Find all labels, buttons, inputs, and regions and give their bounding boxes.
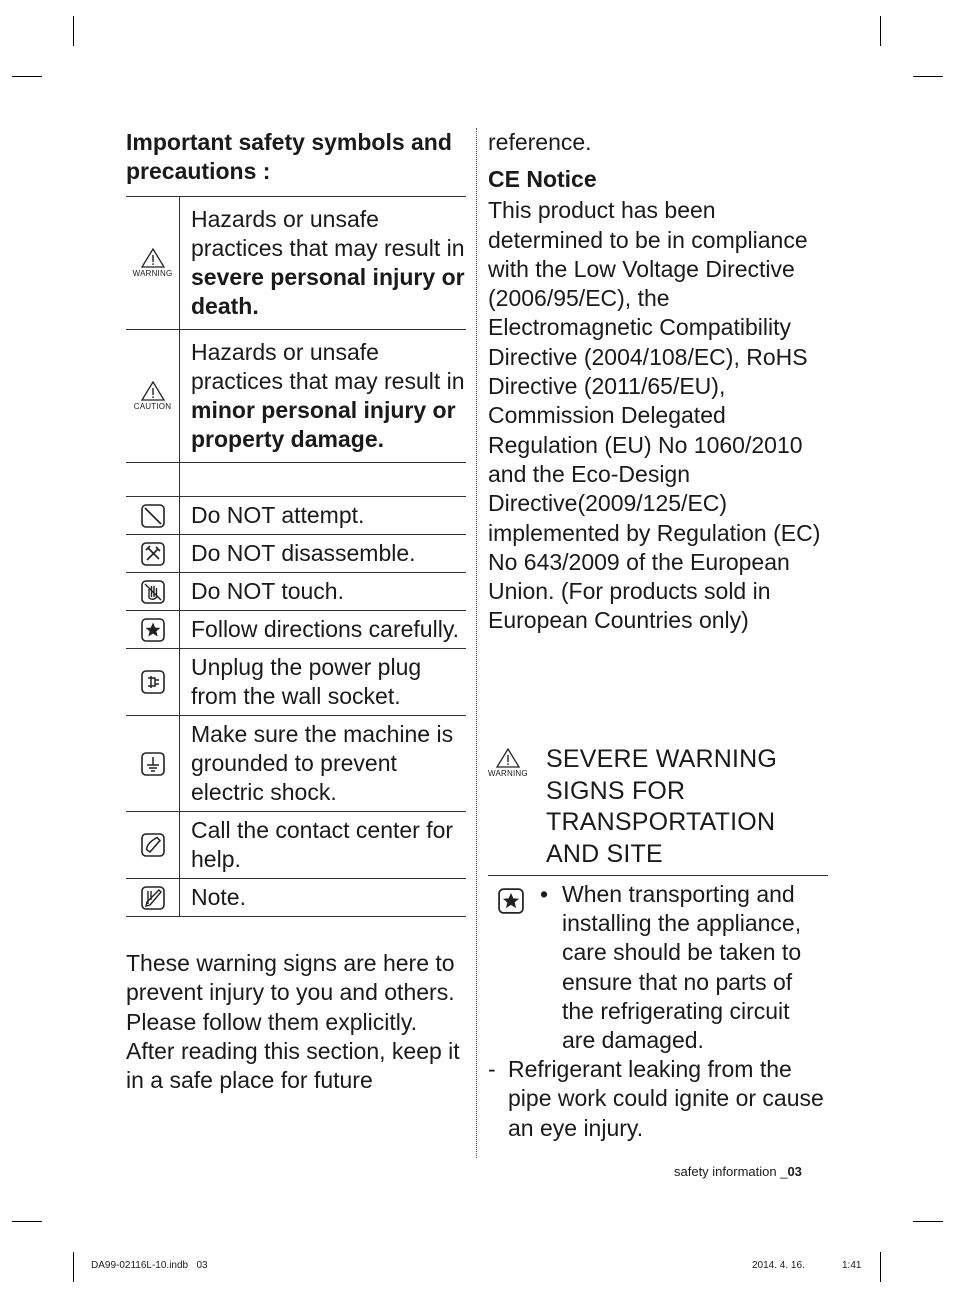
crop-mark <box>913 1221 943 1222</box>
phone-icon <box>141 833 165 857</box>
continued-text: reference. <box>488 129 592 155</box>
table-row <box>126 573 466 611</box>
warning-emphasis: severe personal injury or death. <box>191 264 465 319</box>
warning-row <box>126 197 466 330</box>
warning-badge-label: WARNING <box>132 269 173 278</box>
caution-emphasis: minor personal injury or property damage. <box>191 397 456 452</box>
ground-icon <box>141 752 165 776</box>
caution-triangle-icon <box>134 381 171 411</box>
crop-mark <box>880 1252 881 1282</box>
dash-text: Refrigerant leaking from the pipe work could ignite or cause an eye injury. <box>508 1056 824 1141</box>
star-icon <box>498 888 524 914</box>
crop-mark <box>12 76 42 77</box>
severe-warning-title: SEVERE WARNING SIGNS FOR TRANSPORTATION AND SITE <box>546 745 778 868</box>
page-footer <box>674 1164 802 1179</box>
table-row <box>126 716 466 812</box>
warning-description: Hazards or unsafe practices that may result in <box>191 206 465 261</box>
table-row <box>126 812 466 879</box>
crop-mark <box>12 1221 42 1222</box>
prohibited-icon <box>141 504 165 528</box>
left-column <box>126 128 466 1095</box>
warning-triangle-icon <box>133 248 173 278</box>
table-row <box>126 879 466 917</box>
warning-triangle-icon <box>488 748 528 778</box>
footer-section-label: safety information _ <box>674 1164 788 1179</box>
note-icon <box>141 886 165 910</box>
crop-mark <box>880 16 881 46</box>
crop-mark <box>913 76 943 77</box>
table-spacer <box>126 463 466 497</box>
imprint-date: 2014. 4. 16. <box>752 1260 805 1271</box>
symbol-label: Do NOT disassemble. <box>180 535 467 573</box>
symbol-label: Do NOT attempt. <box>180 497 467 535</box>
imprint-file: DA99-02116L-10.indb 03 <box>91 1260 208 1271</box>
bullet-text: When transporting and installing the appliance, care should be taken to ensure that no parts of the refrigerating circuit are damaged. <box>562 881 802 1054</box>
warning-badge-label: WARNING <box>488 769 528 778</box>
table-row <box>126 535 466 573</box>
right-column <box>488 128 828 1141</box>
column-divider <box>476 128 477 1158</box>
table-row <box>126 497 466 535</box>
warning-signs-text: These warning signs are here to prevent injury to you and others. Please follow them explicitly. After reading this section, keep it in a safe place for future <box>126 950 460 1094</box>
symbol-label: Follow directions carefully. <box>180 611 467 649</box>
table-row <box>126 649 466 716</box>
no-disassemble-icon <box>141 542 165 566</box>
symbol-label: Call the contact center for help. <box>180 812 467 879</box>
page-number: 03 <box>787 1164 802 1179</box>
severe-warning-body <box>488 876 828 1143</box>
no-touch-icon <box>141 580 165 604</box>
crop-mark <box>73 1252 74 1282</box>
caution-row <box>126 330 466 463</box>
crop-mark <box>73 16 74 46</box>
caution-description: Hazards or unsafe practices that may result in <box>191 339 465 394</box>
symbol-label: Note. <box>180 879 467 917</box>
symbols-table <box>126 196 466 917</box>
bullet-mark: • <box>540 881 549 907</box>
caution-badge-label: CAUTION <box>133 402 172 411</box>
list-item <box>540 880 828 1055</box>
imprint-time: 1:41 <box>842 1260 862 1271</box>
unplug-icon <box>141 670 165 694</box>
list-item <box>488 1055 828 1143</box>
ce-notice-title: CE Notice <box>488 166 597 193</box>
section-title: Important safety symbols and precautions : <box>126 129 452 184</box>
symbol-label: Make sure the machine is grounded to prevent electric shock. <box>180 716 467 812</box>
severe-warning-section <box>488 744 828 1143</box>
ce-notice-text: This product has been determined to be in compliance with the Low Voltage Directive (2006/95/EC), the Electromagnetic Compatibility Directive (2004/108/EC), RoHS Directive (2011/65/EU), Commission Delegated Regulation (EU) No 1060/2010 and the Eco-Design Directive(2009/125/EC) implemented by Regulation (EC) No 643/2009 of the European Union. (For products sold in European Countries only) <box>488 197 821 634</box>
symbol-label: Unplug the power plug from the wall socket. <box>180 649 467 716</box>
star-icon <box>141 618 165 642</box>
table-row <box>126 611 466 649</box>
symbol-label: Do NOT touch. <box>180 573 467 611</box>
dash-mark: - <box>488 1056 496 1083</box>
